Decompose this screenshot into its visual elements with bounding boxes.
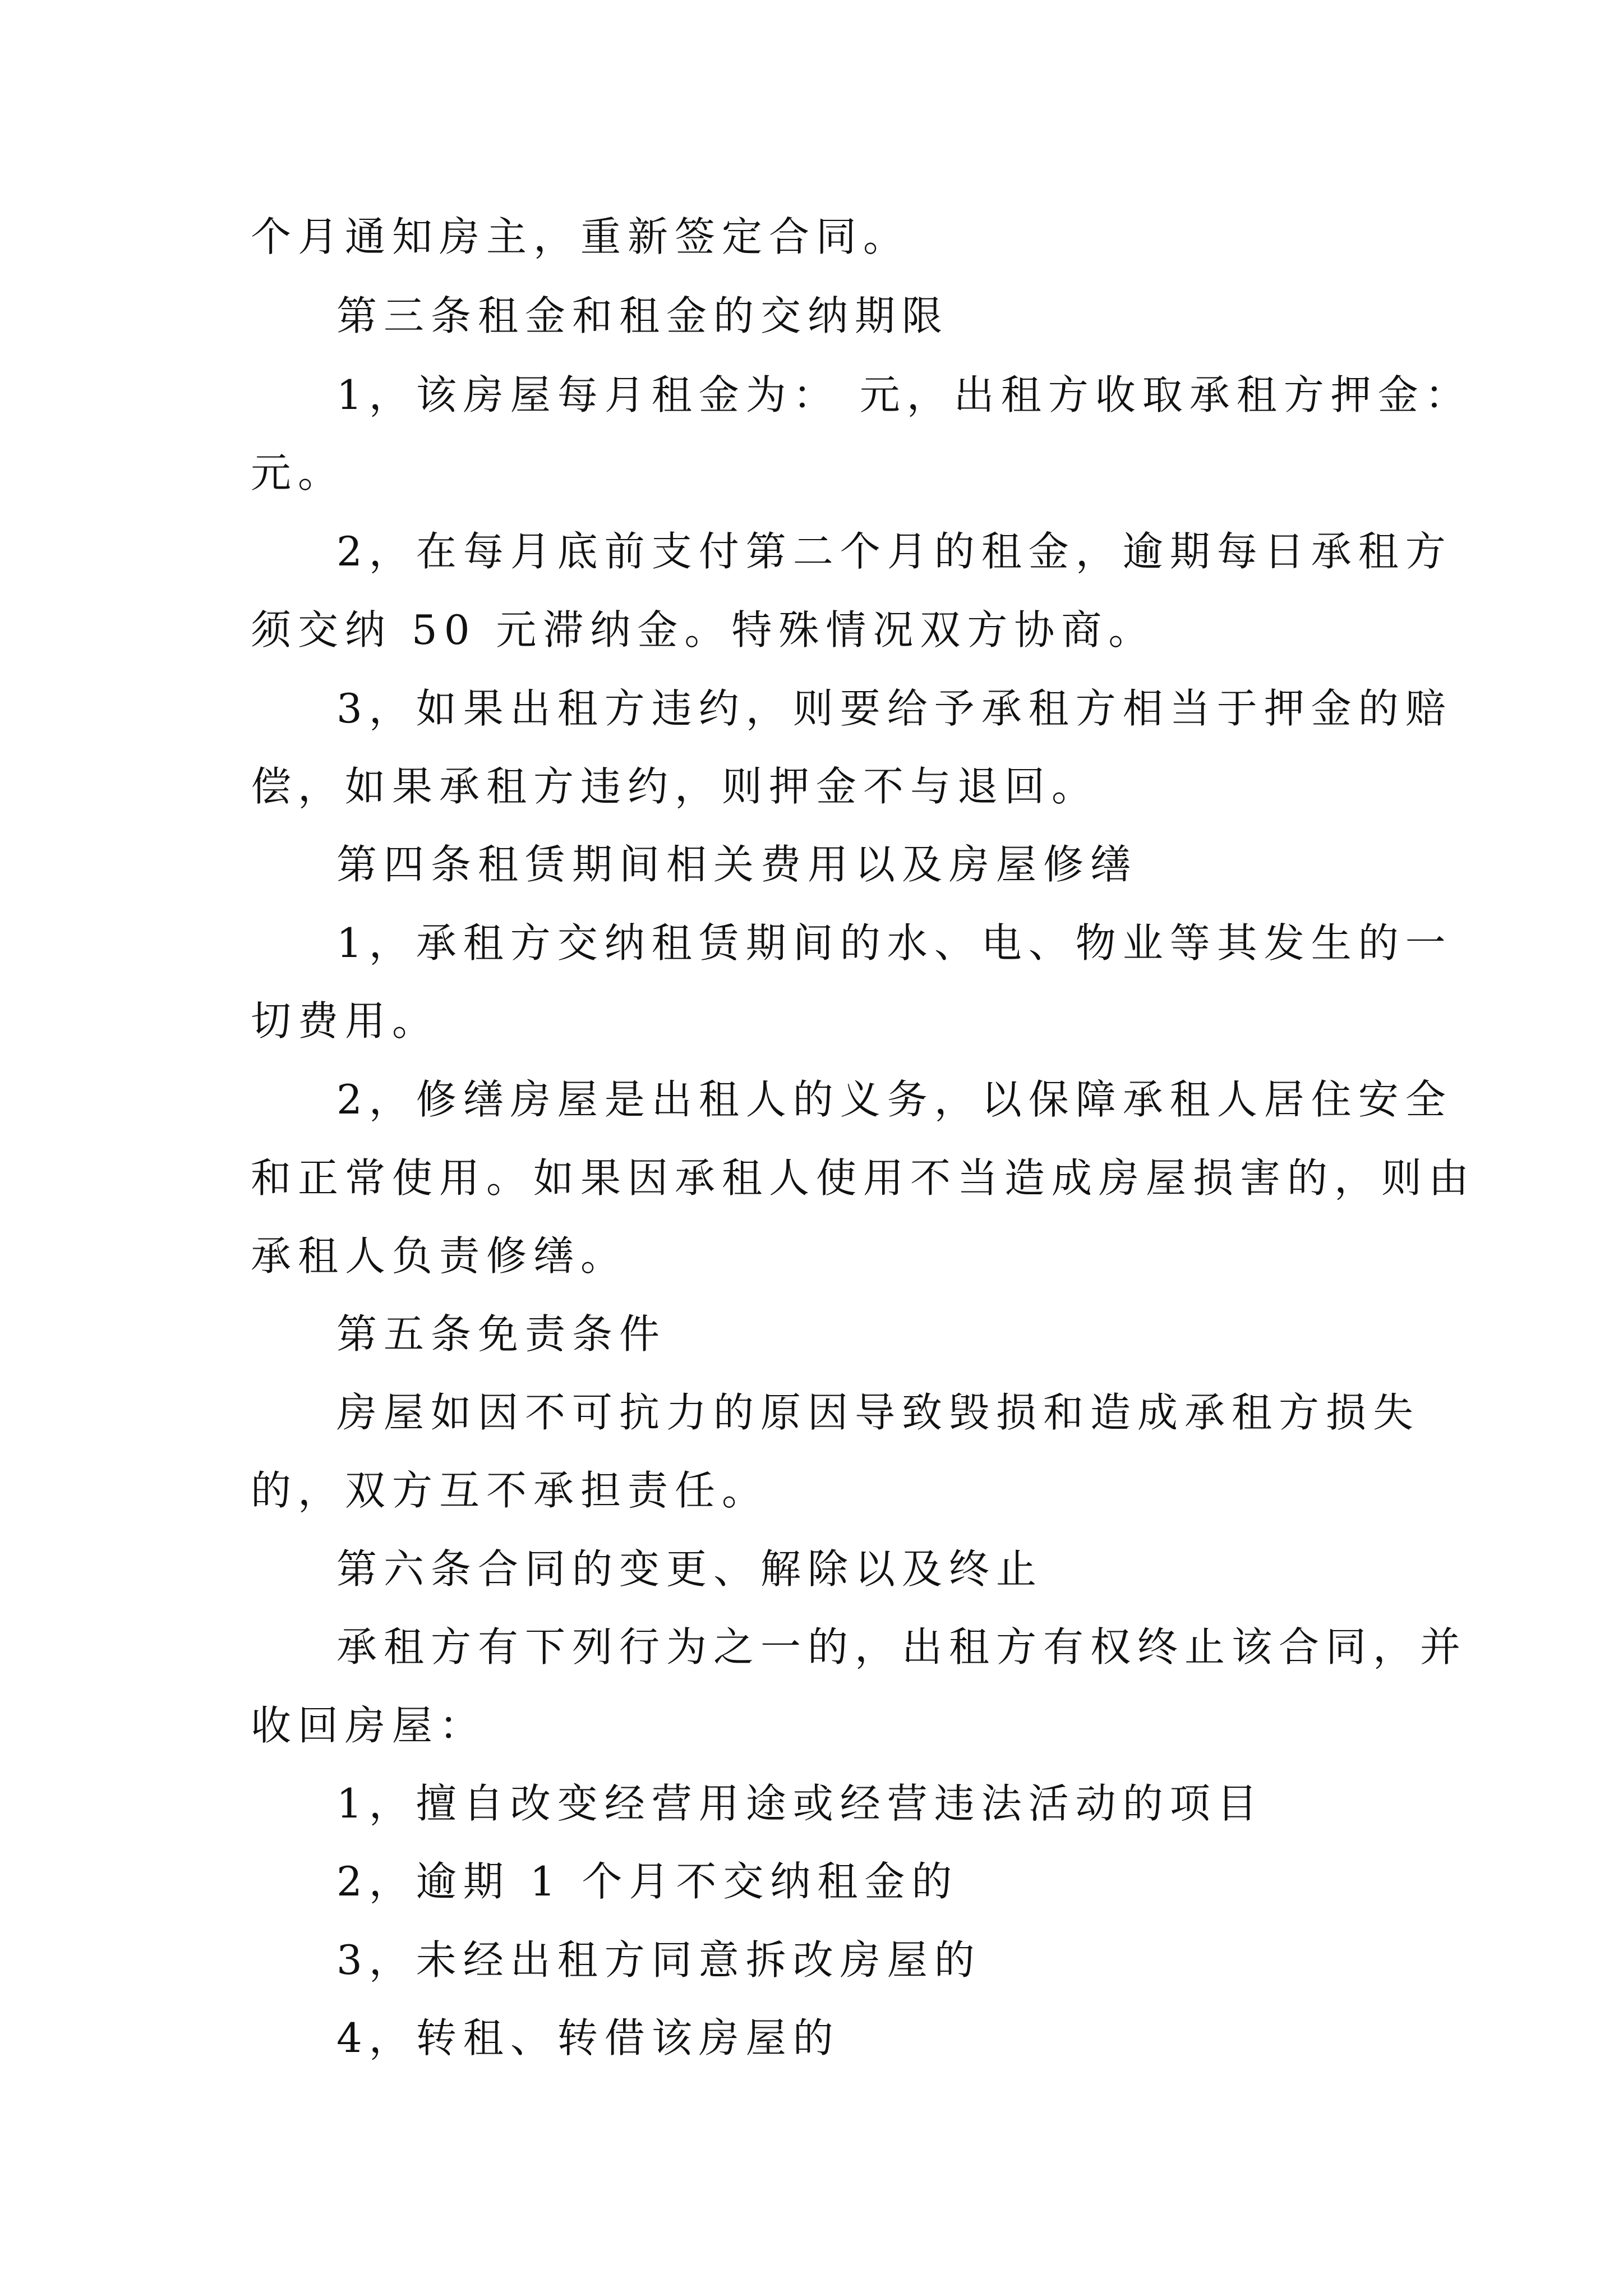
text-line: 须交纳 50 元滞纳金。特殊情况双方协商。 — [251, 606, 1156, 654]
text-line: 承租方有下列行为之一的，出租方有权终止该合同，并 — [336, 1623, 1468, 1671]
text-line: 和正常使用。如果因承租人使用不当造成房屋损害的，则由 — [251, 1154, 1476, 1202]
section-heading: 第五条免责条件 — [336, 1310, 667, 1358]
section-heading: 第四条租赁期间相关费用以及房屋修缮 — [336, 841, 1138, 888]
list-item: 1，擅自改变经营用途或经营违法活动的项目 — [336, 1780, 1264, 1827]
list-item: 2，逾期 1 个月不交纳租金的 — [336, 1858, 959, 1905]
section-heading: 第六条合同的变更、解除以及终止 — [336, 1545, 1044, 1593]
text-line: 收回房屋： — [251, 1702, 487, 1749]
text-line: 的，双方互不承担责任。 — [251, 1467, 769, 1514]
text-line: 承租人负责修缮。 — [251, 1232, 628, 1280]
text-line: 房屋如因不可抗力的原因导致毁损和造成承租方损失 — [336, 1389, 1421, 1436]
text-line: 2，修缮房屋是出租人的义务，以保障承租人居住安全 — [336, 1076, 1453, 1123]
section-heading: 第三条租金和租金的交纳期限 — [336, 292, 949, 339]
text-line: 元。 — [251, 449, 345, 496]
text-line: 2，在每月底前支付第二个月的租金，逾期每日承租方 — [336, 528, 1453, 575]
text-line: 3，如果出租方违约，则要给予承租方相当于押金的赔 — [336, 685, 1453, 732]
text-line: 切费用。 — [251, 997, 440, 1045]
text-line: 个月通知房主，重新签定合同。 — [251, 213, 911, 260]
list-item: 4，转租、转借该房屋的 — [336, 2014, 840, 2062]
text-line: 1，承租方交纳租赁期间的水、电、物业等其发生的一 — [336, 919, 1453, 967]
list-item: 3，未经出租方同意拆改房屋的 — [336, 1936, 981, 1984]
text-line: 1，该房屋每月租金为： 元，出租方收取承租方押金： — [336, 371, 1472, 418]
text-line: 偿，如果承租方违约，则押金不与退回。 — [251, 763, 1099, 810]
